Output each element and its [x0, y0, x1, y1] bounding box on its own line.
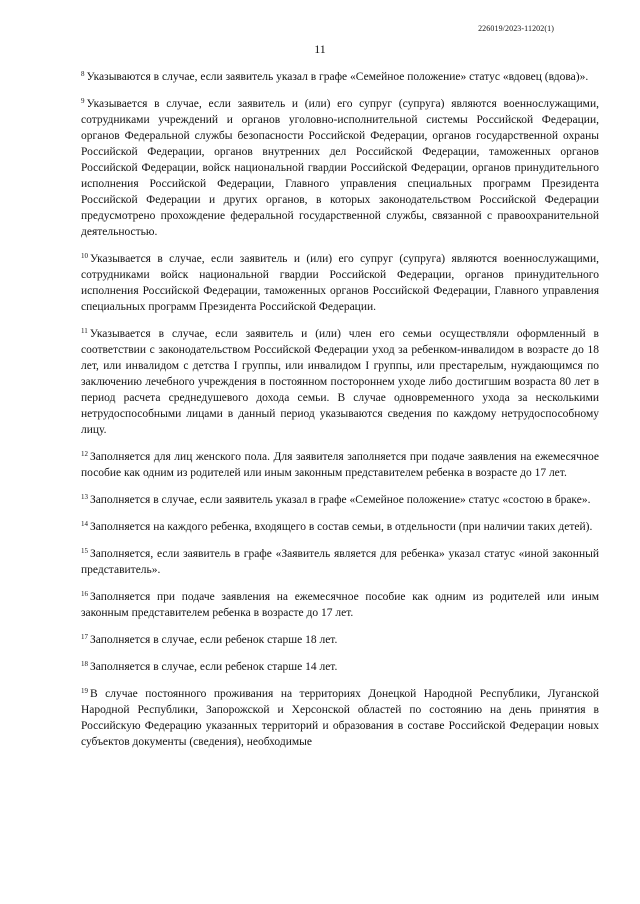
footnote-text: В случае постоянного проживания на территориях Донецкой Народной Республики, Луганской Народной Республики, Запорожской и Херсонской областей по состоянию на день принятия в Российскую Федерацию указанных территорий и образования в составе Российской Федерации новых субъектов документы (сведения), необходимые — [81, 688, 599, 748]
footnote-mark: 18 — [81, 660, 88, 668]
footnote — [81, 449, 599, 481]
footnote — [81, 519, 599, 535]
footnote — [81, 251, 599, 315]
footnote-text: Заполняется в случае, если ребенок старше 14 лет. — [90, 661, 338, 673]
footnote-text: Заполняется в случае, если заявитель указал в графе «Семейное положение» статус «состою в браке». — [90, 494, 591, 506]
footnote-mark: 8 — [81, 70, 85, 78]
footnote — [81, 686, 599, 750]
footnote-text: Указывается в случае, если заявитель и (или) его супруг (супруга) являются военнослужащими, сотрудниками войск национальной гвардии Российской Федерации, органов принудительного исполнения Российской Федерации, таможенных органов Российской Федерации, Главного управления специальных программ Президента Российской Федерации. — [81, 253, 599, 313]
footnote-text: Заполняется, если заявитель в графе «Заявитель является для ребенка» указал статус «иной законный представитель». — [81, 548, 599, 576]
document-id: 226019/2023-11202(1) — [478, 24, 554, 33]
footnote — [81, 546, 599, 578]
footnote — [81, 69, 599, 85]
footnote — [81, 492, 599, 508]
footnote-text: Заполняется в случае, если ребенок старше 18 лет. — [90, 634, 338, 646]
footnote — [81, 659, 599, 675]
footnote-text: Заполняется на каждого ребенка, входящего в состав семьи, в отдельности (при наличии таких детей). — [90, 521, 593, 533]
footnote-text: Заполняется при подаче заявления на ежемесячное пособие как одним из родителей или иным законным представителем ребенка в возрасте до 17 лет. — [81, 591, 599, 619]
footnote-mark: 13 — [81, 493, 88, 501]
footnote-text: Заполняется для лиц женского пола. Для заявителя заполняется при подаче заявления на ежемесячное пособие как одним из родителей или иным законным представителем ребенка в возрасте до 17 лет. — [81, 451, 599, 479]
footnotes-list — [81, 69, 599, 761]
footnote-mark: 15 — [81, 547, 88, 555]
footnote-text: Указываются в случае, если заявитель указал в графе «Семейное положение» статус «вдовец (вдова)». — [86, 71, 589, 83]
page-number: 11 — [314, 42, 326, 56]
footnote-mark: 19 — [81, 687, 88, 695]
footnote-mark: 16 — [81, 590, 88, 598]
footnote — [81, 632, 599, 648]
footnote-mark: 17 — [81, 633, 88, 641]
footnote-mark: 14 — [81, 520, 88, 528]
footnote-text: Указывается в случае, если заявитель и (или) его супруг (супруга) являются военнослужащими, сотрудниками учреждений и органов уголовно-исполнительной системы Российской Федерации, органов Федеральной службы безопасности Российской Федерации, органов государственной охраны Российской Федерации, органов внутренних дел Российской Федерации, таможенных органов Российской Федерации, войск национальной гвардии Российской Федерации, органов принудительного исполнения Российской Федерации, Главного управления специальных программ Президента Российской Федерации и других органов, в которых законодательством Российской Федерации предусмотрено прохождение федеральной государственной службы, связанной с правоохранительной деятельностью. — [81, 98, 599, 238]
footnote-mark: 12 — [81, 450, 88, 458]
footnote-text: Указывается в случае, если заявитель и (или) член его семьи осуществляли оформленный в соответствии с законодательством Российской Федерации уход за ребенком-инвалидом в возрасте до 18 лет, или инвалидом с детства I группы, или инвалидом I группы, или престарелым, нуждающимся по заключению лечебного учреждения в постоянном постороннем уходе либо достигшим возраста 80 лет в период расчета среднедушевого дохода семьи. В случае одновременного ухода за несколькими нетрудоспособными лицами в данный период указываются сведения по каждому нетрудоспособному лицу. — [81, 328, 599, 436]
footnote — [81, 326, 599, 438]
footnote-mark: 10 — [81, 252, 88, 260]
footnote — [81, 589, 599, 621]
footnote — [81, 96, 599, 240]
footnote-mark: 9 — [81, 97, 85, 105]
footnote-mark: 11 — [81, 327, 88, 335]
